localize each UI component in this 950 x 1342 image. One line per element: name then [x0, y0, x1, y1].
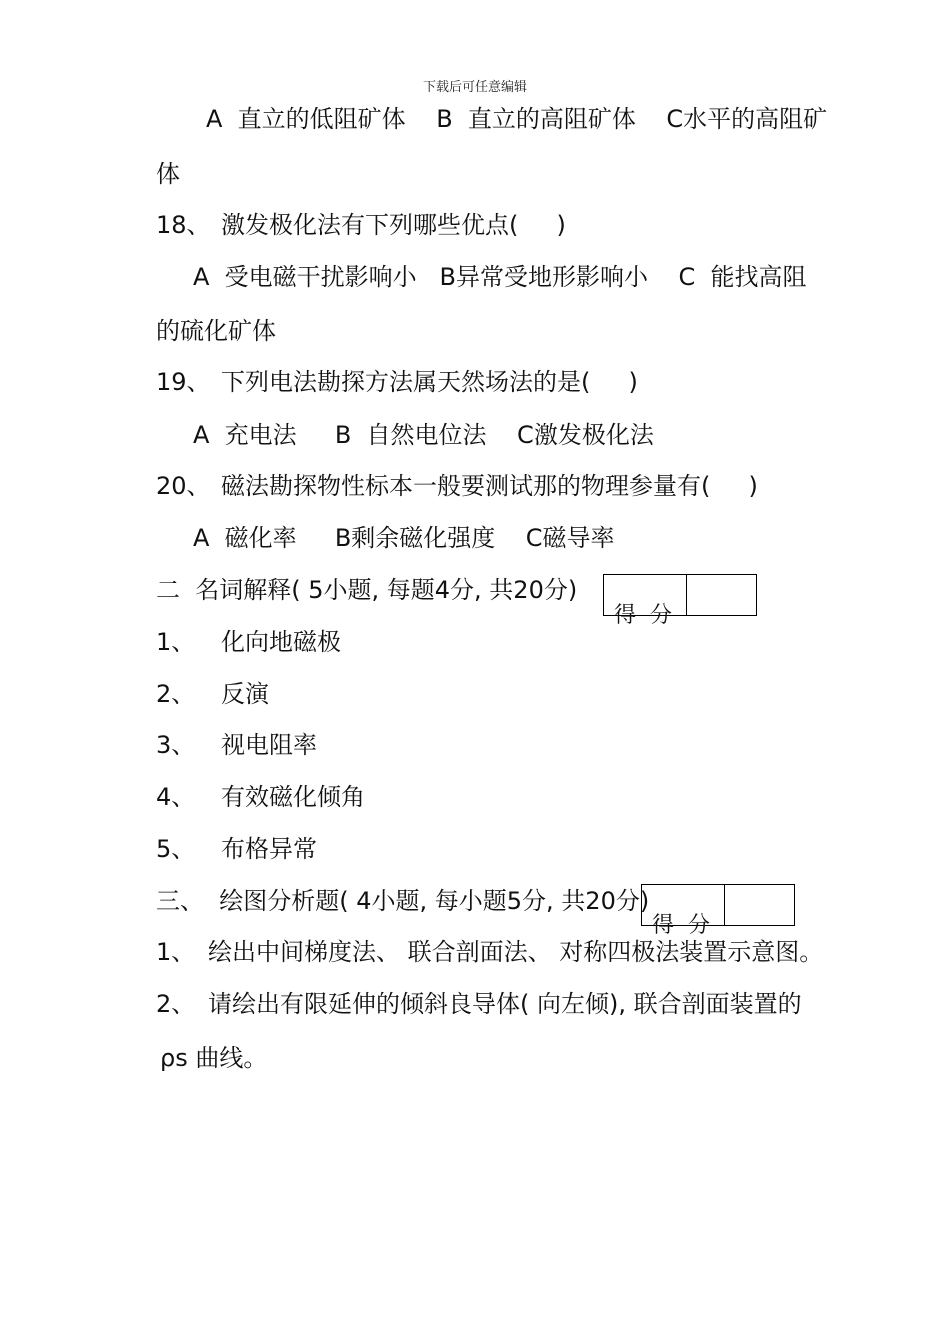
- section2-item-text: 反演: [221, 680, 269, 708]
- page-header: 下载后可任意编辑: [422, 80, 527, 95]
- score-box-divider: [686, 575, 687, 615]
- section3-item-continued: ρs 曲线。: [160, 1044, 268, 1072]
- q19-number: 19、: [156, 368, 211, 396]
- q20-number: 20、: [156, 472, 211, 500]
- section2-item-number: 5、: [156, 835, 196, 863]
- q17-options: A 直立的低阻矿体 B 直立的高阻矿体 C水平的高阻矿: [206, 105, 828, 133]
- section3-item-text: 绘出中间梯度法、 联合剖面法、 对称四极法装置示意图。: [208, 938, 824, 966]
- section3-item-number: 2、: [156, 990, 196, 1018]
- section2-title: 二 名词解释( 5小题, 每题4分, 共20分): [156, 576, 578, 604]
- section2-score-label: 得 分: [614, 603, 672, 628]
- section3-item-number: 1、: [156, 938, 196, 966]
- q20-stem: 磁法勘探物性标本一般要测试那的物理参量有( ): [221, 472, 758, 500]
- q17-options-continued: 体: [156, 160, 180, 188]
- q18-stem: 激发极化法有下列哪些优点( ): [221, 211, 566, 239]
- section2-item-number: 2、: [156, 680, 196, 708]
- section2-item-text: 布格异常: [221, 835, 317, 863]
- score-box-divider: [724, 885, 725, 925]
- section2-item-text: 视电阻率: [221, 731, 317, 759]
- section3-score-box: [641, 884, 795, 938]
- section2-item-number: 3、: [156, 731, 196, 759]
- q20-options: A 磁化率 B剩余磁化强度 C磁导率: [193, 524, 615, 552]
- section3-title: 三、 绘图分析题( 4小题, 每小题5分, 共20分): [156, 887, 650, 915]
- section2-score-box: [603, 574, 757, 628]
- section2-item-text: 有效磁化倾角: [221, 783, 365, 811]
- q18-options-continued: 的硫化矿体: [156, 317, 276, 345]
- section2-item-number: 1、: [156, 628, 196, 656]
- section2-item-number: 4、: [156, 783, 196, 811]
- section3-item-text: 请绘出有限延伸的倾斜良导体( 向左倾), 联合剖面装置的: [208, 990, 802, 1018]
- q19-stem: 下列电法勘探方法属天然场法的是( ): [221, 368, 638, 396]
- q19-options: A 充电法 B 自然电位法 C激发极化法: [193, 421, 654, 449]
- section3-score-label: 得 分: [652, 913, 710, 938]
- q18-number: 18、: [156, 211, 211, 239]
- section2-item-text: 化向地磁极: [221, 628, 341, 656]
- q18-options: A 受电磁干扰影响小 B异常受地形影响小 C 能找高阻: [193, 263, 807, 291]
